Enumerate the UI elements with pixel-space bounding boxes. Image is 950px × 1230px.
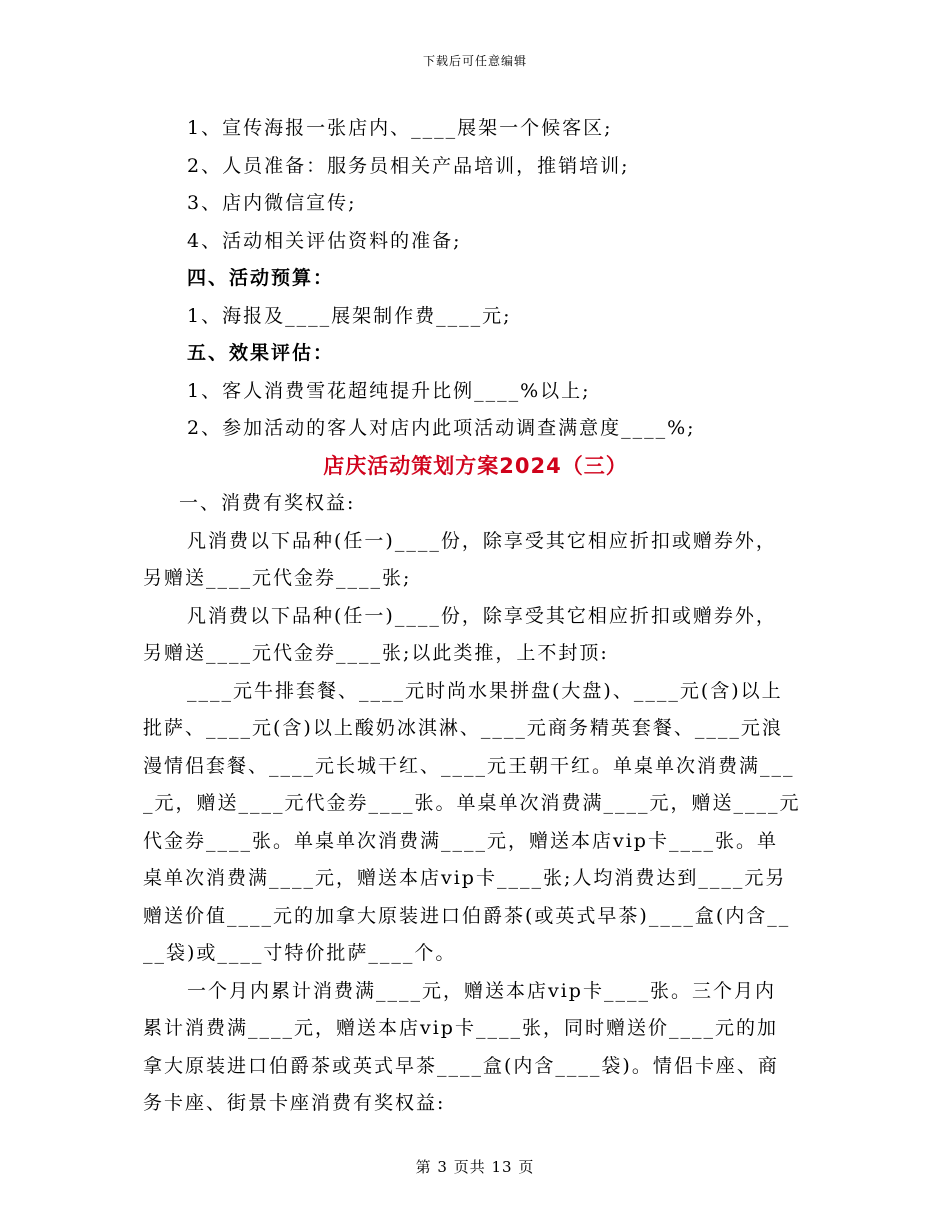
paragraph-line: __袋)或____寸特价批萨____个。 [143,942,457,964]
paragraph-line: 拿大原装进口伯爵茶或英式早茶____盒(内含____袋)。情侣卡座、商 [143,1054,779,1077]
list-item: 1、海报及____展架制作费____元; [187,304,512,327]
paragraph-line: 漫情侣套餐、____元长城干红、____元王朝干红。单桌单次消费满___ [143,754,795,777]
list-item: 4、活动相关评估资料的准备; [187,229,462,252]
section-heading: 五、效果评估： [187,342,335,364]
page-header: 下载后可任意编辑 [422,54,527,68]
paragraph-line: 凡消费以下品种(任一)____份，除享受其它相应折扣或赠券外， [187,529,777,552]
list-item: 2、人员准备：服务员相关产品培训，推销培训; [187,154,630,177]
paragraph-line: _元，赠送____元代金券____张。单桌单次消费满____元，赠送____元 [143,792,801,814]
page-footer: 第 3 页共 13 页 [415,1158,535,1176]
paragraph-line: 务卡座、街景卡座消费有奖权益: [143,1092,446,1114]
section-title: 店庆活动策划方案2024（三） [323,453,628,478]
document-body [143,110,808,1123]
paragraph-line: 批萨、____元(含)以上酸奶冰淇淋、____元商务精英套餐、____元浪 [143,717,783,739]
list-item: 3、店内微信宣传; [187,192,357,214]
paragraph-line: 另赠送____元代金券____张;以此类推，上不封顶: [143,642,609,664]
paragraph-line: 一个月内累计消费满____元，赠送本店vip卡____张。三个月内 [187,979,776,1002]
list-item: 1、客人消费雪花超纯提升比例____%以上; [187,379,591,402]
list-item: 1、宣传海报一张店内、____展架一个候客区; [187,117,613,139]
paragraph-line: 一、消费有奖权益: [179,492,356,514]
paragraph-line: 另赠送____元代金券____张; [143,567,412,589]
paragraph-line: 桌单次消费满____元，赠送本店vip卡____张;人均消费达到____元另 [143,867,787,889]
list-item: 2、参加活动的客人对店内此项活动调查满意度____%; [187,417,696,439]
paragraph-line: 凡消费以下品种(任一)____份，除享受其它相应折扣或赠券外， [187,604,777,627]
paragraph-line: 赠送价值____元的加拿大原装进口伯爵茶(或英式早茶)____盒(内含__ [143,904,791,927]
section-heading: 四、活动预算： [187,267,335,289]
paragraph-line: ____元牛排套餐、____元时尚水果拼盘(大盘)、____元(含)以上 [187,679,783,702]
paragraph-line: 累计消费满____元，赠送本店vip卡____张，同时赠送价____元的加 [143,1017,778,1039]
paragraph-line: 代金券____张。单桌单次消费满____元，赠送本店vip卡____张。单 [143,829,778,852]
